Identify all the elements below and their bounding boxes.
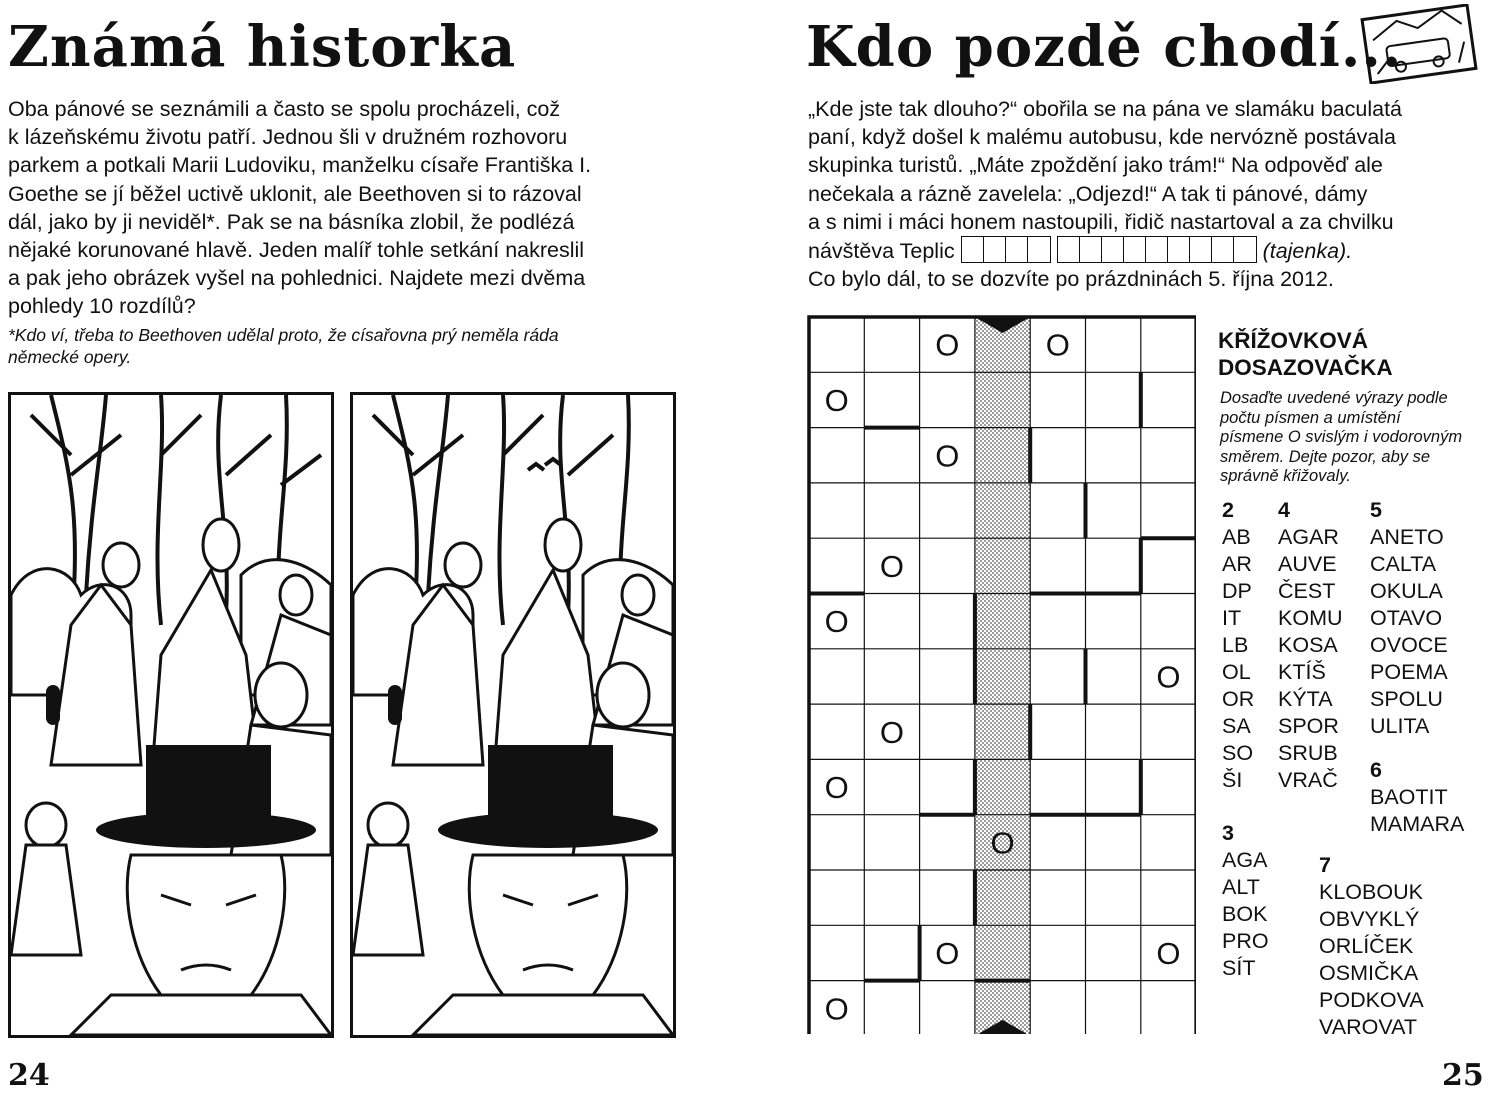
tajenka-prefix: návštěva Teplic [808, 239, 955, 264]
story-line: pohledy 10 rozdílů? [8, 294, 196, 319]
word-item: OSMIČKA [1319, 961, 1419, 985]
story-line: k lázeňskému životu patří. Jednou šli v družném rozhovoru [8, 125, 568, 150]
word-group-6 [1370, 757, 1464, 838]
word-item: SO [1222, 741, 1254, 765]
word-item: AGA [1222, 848, 1268, 872]
tajenka-line [808, 236, 1402, 265]
given-letter: O [824, 604, 849, 640]
given-letter: O [1156, 935, 1181, 971]
word-item: OTAVO [1370, 606, 1443, 630]
word-length-label: 7 [1319, 853, 1331, 877]
instructions-line: správně křižovaly. [1220, 467, 1351, 485]
tajenka-suffix: (tajenka). [1262, 239, 1353, 264]
park-scene-drawing [11, 395, 331, 1035]
word-item: ALT [1222, 875, 1260, 899]
illustration-differences[interactable] [350, 392, 676, 1038]
word-item: AR [1222, 552, 1252, 576]
word-item: KTÍŠ [1278, 660, 1326, 684]
story-line: dál, jako by ji neviděl*. Pak se na básníka zlobil, že podlézá [8, 209, 575, 234]
given-letter: O [824, 991, 849, 1027]
word-group-5 [1370, 497, 1448, 740]
word-item: VAROVAT [1319, 1015, 1417, 1039]
word-item: SÍT [1222, 956, 1256, 980]
footnote [8, 324, 559, 368]
word-length-label: 3 [1222, 821, 1234, 845]
given-letter: O [1156, 659, 1181, 695]
puzzle-instructions [1220, 389, 1462, 487]
word-item: AGAR [1278, 525, 1339, 549]
word-item: BAOTIT [1370, 785, 1448, 809]
word-item: OVOCE [1370, 633, 1448, 657]
footnote-line: německé opery. [8, 347, 132, 367]
tajenka-column [975, 317, 1030, 1034]
word-item: POEMA [1370, 660, 1448, 684]
word-item: OR [1222, 687, 1255, 711]
given-letter: O [824, 770, 849, 806]
story-line: „Kde jste tak dlouho?“ obořila se na pána ve slamáku baculatá [808, 97, 1403, 121]
story-line: paní, když došel k malému autobusu, kde nervózně postávala [808, 125, 1397, 150]
word-group-4 [1278, 497, 1343, 794]
word-item: VRAČ [1278, 768, 1338, 792]
story-line: Co bylo dál, to se dozvíte po prázdninách 5. října 2012. [808, 267, 1334, 292]
word-item: OBVYKLÝ [1319, 907, 1420, 931]
word-length-label: 2 [1222, 498, 1234, 522]
puzzle-title [1218, 327, 1393, 381]
word-item: KÝTA [1278, 687, 1333, 711]
story-line: nečekala a rázně zavelela: „Odjezd!“ A tak ti pánové, dámy [808, 181, 1368, 206]
right-page-title: Kdo pozdě chodí... [806, 14, 1403, 80]
word-group-2 [1222, 497, 1254, 794]
word-length-label: 4 [1278, 498, 1290, 522]
word-item: CALTA [1370, 552, 1437, 576]
given-letter: O [935, 935, 960, 971]
story-line: parkem a potkali Marii Ludoviku, manželku císaře Františka I. [8, 153, 592, 178]
story-line: Oba pánové se seznámili a často se spolu procházeli, což [8, 97, 561, 121]
word-item: KOMU [1278, 606, 1343, 630]
word-item: AB [1222, 525, 1251, 549]
word-item: AUVE [1278, 552, 1337, 576]
word-item: BOK [1222, 902, 1268, 926]
word-length-label: 6 [1370, 758, 1382, 782]
instructions-line: písmene O svislým i vodorovným [1220, 428, 1463, 446]
tajenka-word-2-boxes[interactable] [1057, 236, 1257, 263]
word-item: SPOR [1278, 714, 1339, 738]
word-length-label: 5 [1370, 498, 1382, 522]
page-number-left: 24 [8, 1058, 50, 1093]
word-item: OL [1222, 660, 1251, 684]
word-item: LB [1222, 633, 1249, 657]
tajenka-word-1-boxes[interactable] [961, 236, 1051, 263]
story-line: nějaké korunované hlavě. Jeden malíř tohle setkání nakreslil [8, 238, 585, 263]
word-item: PODKOVA [1319, 988, 1424, 1012]
given-letter: O [935, 438, 960, 474]
puzzle-title-line: DOSAZOVAČKA [1218, 355, 1393, 380]
instructions-line: počtu písmen a umístění [1220, 408, 1401, 427]
left-page-title: Známá historka [8, 14, 517, 80]
word-group-3 [1222, 820, 1269, 982]
word-item: ULITA [1370, 714, 1430, 738]
given-letter: O [990, 825, 1015, 861]
story-line: Goethe se jí běžel uctivě uklonit, ale Beethoven si to rázoval [8, 181, 582, 206]
instructions-line: Dosaďte uvedené výrazy podle [1220, 389, 1448, 407]
word-item: ČEST [1278, 579, 1336, 603]
word-item: SA [1222, 714, 1251, 738]
word-item: PRO [1222, 929, 1269, 953]
park-scene-drawing-variant [353, 395, 673, 1035]
crossword-grid[interactable] [806, 314, 1196, 1034]
word-item: OKULA [1370, 579, 1443, 603]
left-story-text [8, 95, 591, 321]
word-item: ANETO [1370, 525, 1444, 549]
word-item: KLOBOUK [1319, 880, 1423, 904]
word-group-7 [1319, 852, 1424, 1041]
right-story-text [808, 95, 1402, 293]
story-line: a pak jeho obrázek vyšel na pohlednici. Najdete mezi dvěma [8, 266, 586, 291]
instructions-line: směrem. Dejte pozor, aby se [1220, 447, 1431, 466]
given-letter: O [824, 382, 849, 418]
word-item: DP [1222, 579, 1252, 603]
word-item: KOSA [1278, 633, 1338, 657]
word-item: SRUB [1278, 741, 1338, 765]
given-letter: O [935, 327, 960, 363]
word-item: MAMARA [1370, 812, 1465, 836]
page-number-right: 25 [1442, 1058, 1484, 1093]
given-letter: O [1045, 327, 1070, 363]
word-item: ORLÍČEK [1319, 934, 1414, 958]
story-line: a s nimi i máci honem nastoupili, řidič nastartoval a za chvilku [808, 209, 1394, 234]
illustration-original[interactable] [8, 392, 334, 1038]
word-item: IT [1222, 606, 1242, 630]
puzzle-title-line: KŘÍŽOVKOVÁ [1218, 328, 1369, 353]
word-item: SPOLU [1370, 687, 1443, 711]
word-item: ŠI [1222, 768, 1243, 792]
footnote-line: *Kdo ví, třeba to Beethoven udělal proto, že císařovna prý neměla ráda [8, 325, 559, 345]
given-letter: O [879, 714, 905, 750]
story-line: skupinka turistů. „Máte zpoždění jako trám!“ Na odpověď ale [808, 153, 1383, 178]
given-letter: O [879, 548, 905, 584]
